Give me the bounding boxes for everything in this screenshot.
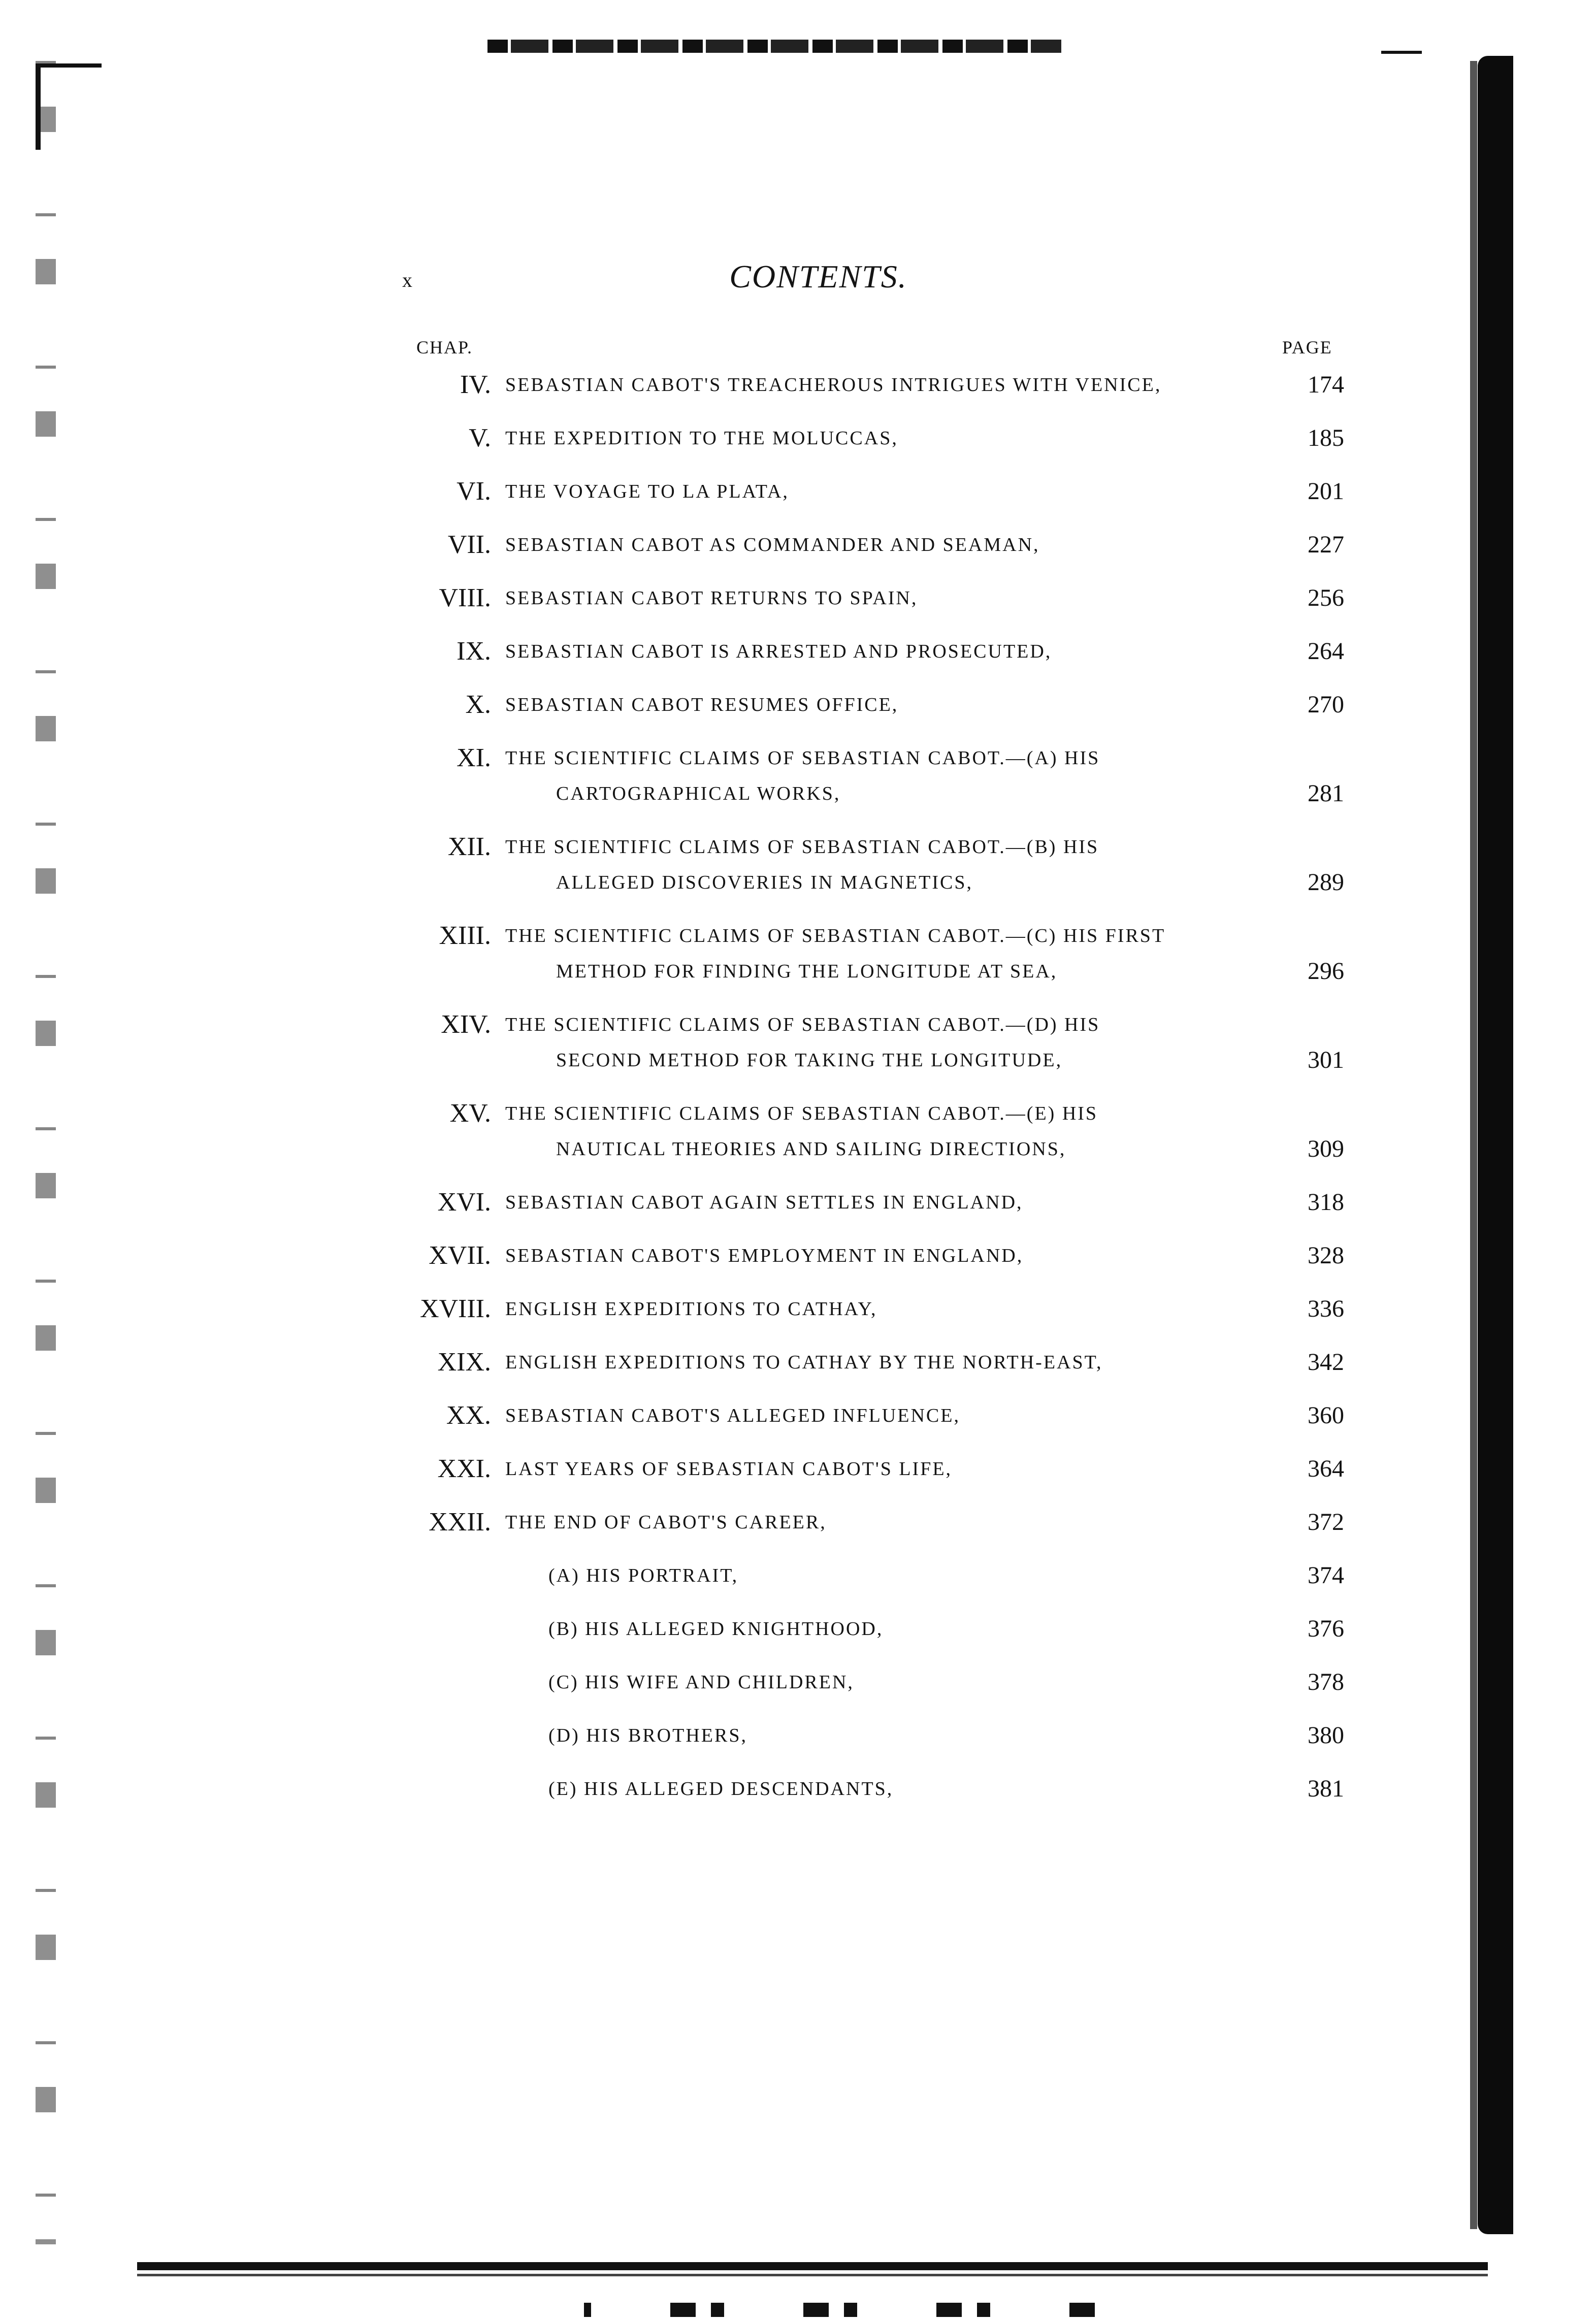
- chapter-number: XIII.: [439, 921, 491, 950]
- chapter-number: XIV.: [441, 1010, 491, 1039]
- subentry-title: (C) HIS WIFE AND CHILDREN,: [548, 1672, 854, 1693]
- chapter-title-line: SEBASTIAN CABOT'S ALLEGED INFLUENCE,: [505, 1405, 960, 1426]
- chapter-number: VIII.: [439, 583, 491, 612]
- chapter-title-line: ENGLISH EXPEDITIONS TO CATHAY BY THE NORTH-EAST,: [505, 1352, 1103, 1373]
- chapter-number: XVIII.: [419, 1294, 491, 1323]
- subentry-title: (D) HIS BROTHERS,: [548, 1725, 747, 1746]
- chapter-title-line: THE EXPEDITION TO THE MOLUCCAS,: [505, 428, 898, 449]
- contents-entry: [0, 690, 1596, 730]
- page-number: 380: [1308, 1722, 1344, 1749]
- chapter-title-line: THE SCIENTIFIC CLAIMS OF SEBASTIAN CABOT.—(C) HIS FIRST: [505, 925, 1166, 946]
- subentry-title: (B) HIS ALLEGED KNIGHTHOOD,: [548, 1618, 884, 1640]
- chapter-number: XXII.: [429, 1508, 491, 1537]
- chapter-title-line: THE VOYAGE TO LA PLATA,: [505, 481, 789, 502]
- contents-entry: [0, 743, 1596, 819]
- contents-entry: [0, 370, 1596, 410]
- chapter-title: [505, 1185, 1267, 1220]
- contents-subentry: [0, 1614, 1596, 1654]
- page-number: 372: [1308, 1509, 1344, 1535]
- contents-entry: [0, 1454, 1596, 1494]
- contents-entry: [0, 1098, 1596, 1174]
- subentry-title: (A) HIS PORTRAIT,: [548, 1565, 739, 1586]
- chapter-title-continuation: SECOND METHOD FOR TAKING THE LONGITUDE,: [556, 1050, 1063, 1071]
- chapter-title-line: SEBASTIAN CABOT RETURNS TO SPAIN,: [505, 587, 918, 609]
- chapter-title-line: SEBASTIAN CABOT'S TREACHEROUS INTRIGUES WITH VENICE,: [505, 374, 1162, 396]
- page-number: 289: [1308, 869, 1344, 896]
- chapter-title: [505, 527, 1267, 563]
- chapter-title-continuation: CARTOGRAPHICAL WORKS,: [556, 783, 841, 804]
- chapter-title: [505, 420, 1267, 456]
- page-number: 328: [1308, 1242, 1344, 1269]
- chapter-title-line: SEBASTIAN CABOT RESUMES OFFICE,: [505, 694, 899, 715]
- chapter-title: [505, 1096, 1267, 1167]
- chapter-title: [505, 634, 1267, 669]
- chapter-title: [505, 1451, 1267, 1487]
- chapter-number: XXI.: [437, 1454, 491, 1483]
- chapter-title-line: SEBASTIAN CABOT AGAIN SETTLES IN ENGLAND,: [505, 1192, 1023, 1213]
- left-corner-mark-vertical: [36, 63, 41, 150]
- contents-entry: [0, 1187, 1596, 1228]
- contents-entry: [0, 1294, 1596, 1334]
- contents-subentry: [0, 1774, 1596, 1814]
- page-number: 185: [1308, 424, 1344, 451]
- chapter-title: [505, 1007, 1267, 1078]
- page-number: 318: [1308, 1189, 1344, 1216]
- chapter-number: V.: [469, 423, 491, 452]
- page-number: 336: [1308, 1295, 1344, 1322]
- contents-entry: [0, 423, 1596, 464]
- chapter-number: VI.: [457, 477, 491, 506]
- contents-entry: [0, 1009, 1596, 1086]
- contents-entry: [0, 530, 1596, 570]
- bottom-page-edge: [137, 2262, 1488, 2270]
- chapter-title-continuation: ALLEGED DISCOVERIES IN MAGNETICS,: [556, 872, 973, 893]
- contents-subentry: [0, 1667, 1596, 1708]
- bottom-scan-marks: [584, 2303, 1102, 2317]
- chapter-title-line: THE SCIENTIFIC CLAIMS OF SEBASTIAN CABOT.—(B) HIS: [505, 836, 1099, 858]
- chapter-title-line: SEBASTIAN CABOT AS COMMANDER AND SEAMAN,: [505, 534, 1040, 556]
- chapter-title: [505, 740, 1267, 811]
- chapter-title: [505, 687, 1267, 723]
- contents-entry: [0, 832, 1596, 908]
- chapter-title-line: THE SCIENTIFIC CLAIMS OF SEBASTIAN CABOT.—(E) HIS: [505, 1103, 1098, 1124]
- page-number: 342: [1308, 1349, 1344, 1376]
- page-title-text: CONTENTS.: [729, 258, 907, 295]
- page-number: 227: [1308, 531, 1344, 558]
- page-number: 256: [1308, 584, 1344, 611]
- contents-entry: [0, 1347, 1596, 1388]
- chapter-number: XIX.: [437, 1348, 491, 1377]
- chapter-title-line: SEBASTIAN CABOT IS ARRESTED AND PROSECUTED,: [505, 641, 1052, 662]
- page-column-header: PAGE: [1282, 337, 1332, 357]
- chapter-number: X.: [465, 690, 491, 719]
- top-scan-smudge: [487, 40, 1061, 53]
- chapter-title: [505, 1505, 1267, 1540]
- chapter-number: XI.: [457, 743, 491, 772]
- chapter-title: [505, 1398, 1267, 1433]
- page-number: 381: [1308, 1775, 1344, 1802]
- chapter-title: [505, 918, 1267, 989]
- contents-entry: [0, 583, 1596, 624]
- contents-subentry: [0, 1560, 1596, 1601]
- chapter-title-line: SEBASTIAN CABOT'S EMPLOYMENT IN ENGLAND,: [505, 1245, 1024, 1266]
- chapter-title: [505, 474, 1267, 509]
- chapter-title: [505, 367, 1267, 403]
- contents-entry: [0, 476, 1596, 517]
- chapter-title-line: THE SCIENTIFIC CLAIMS OF SEBASTIAN CABOT.—(D) HIS: [505, 1014, 1100, 1035]
- chapter-number: IV.: [460, 370, 491, 399]
- page-title: [0, 258, 1596, 296]
- page-number: 270: [1308, 691, 1344, 718]
- top-right-mark: [1381, 51, 1422, 54]
- chapter-title: [505, 1291, 1267, 1327]
- chapter-title: [505, 580, 1267, 616]
- page-number: 378: [1308, 1669, 1344, 1695]
- chapter-title: [505, 829, 1267, 900]
- page-number: 301: [1308, 1047, 1344, 1073]
- chapter-title-line: LAST YEARS OF SEBASTIAN CABOT'S LIFE,: [505, 1458, 953, 1480]
- chapter-number: IX.: [457, 637, 491, 666]
- chapter-number: XVII.: [429, 1241, 491, 1270]
- chapter-title-line: ENGLISH EXPEDITIONS TO CATHAY,: [505, 1298, 877, 1320]
- contents-entry: [0, 1240, 1596, 1281]
- chapter-title: [505, 1345, 1267, 1380]
- page-number: 264: [1308, 638, 1344, 665]
- chapter-number: XV.: [449, 1099, 491, 1128]
- chapter-title-line: THE SCIENTIFIC CLAIMS OF SEBASTIAN CABOT.—(A) HIS: [505, 747, 1100, 769]
- page-number: 296: [1308, 958, 1344, 985]
- page-number: 309: [1308, 1135, 1344, 1162]
- contents-entry: [0, 1400, 1596, 1441]
- page-number: 174: [1308, 371, 1344, 398]
- bottom-page-edge-thin: [137, 2274, 1488, 2276]
- chapter-number: XX.: [446, 1401, 491, 1430]
- contents-subentry: [0, 1720, 1596, 1761]
- chapter-number: XVI.: [437, 1188, 491, 1217]
- page-folio: x: [402, 269, 413, 291]
- chapter-title-continuation: METHOD FOR FINDING THE LONGITUDE AT SEA,: [556, 961, 1058, 982]
- subentry-title: (E) HIS ALLEGED DESCENDANTS,: [548, 1778, 894, 1800]
- page-number: 374: [1308, 1562, 1344, 1589]
- contents-entry: [0, 636, 1596, 677]
- contents-entry: [0, 921, 1596, 997]
- chapter-title: [505, 1238, 1267, 1273]
- contents-entry: [0, 1507, 1596, 1548]
- page-number: 360: [1308, 1402, 1344, 1429]
- page-number: 281: [1308, 780, 1344, 807]
- chapter-column-header: CHAP.: [416, 337, 473, 357]
- chapter-number: VII.: [447, 530, 491, 559]
- page-number: 376: [1308, 1615, 1344, 1642]
- page-number: 364: [1308, 1455, 1344, 1482]
- chapter-title-line: THE END OF CABOT'S CAREER,: [505, 1512, 827, 1533]
- page-number: 201: [1308, 478, 1344, 505]
- chapter-number: XII.: [447, 832, 491, 861]
- chapter-title-continuation: NAUTICAL THEORIES AND SAILING DIRECTIONS,: [556, 1138, 1066, 1160]
- left-corner-mark: [36, 63, 102, 68]
